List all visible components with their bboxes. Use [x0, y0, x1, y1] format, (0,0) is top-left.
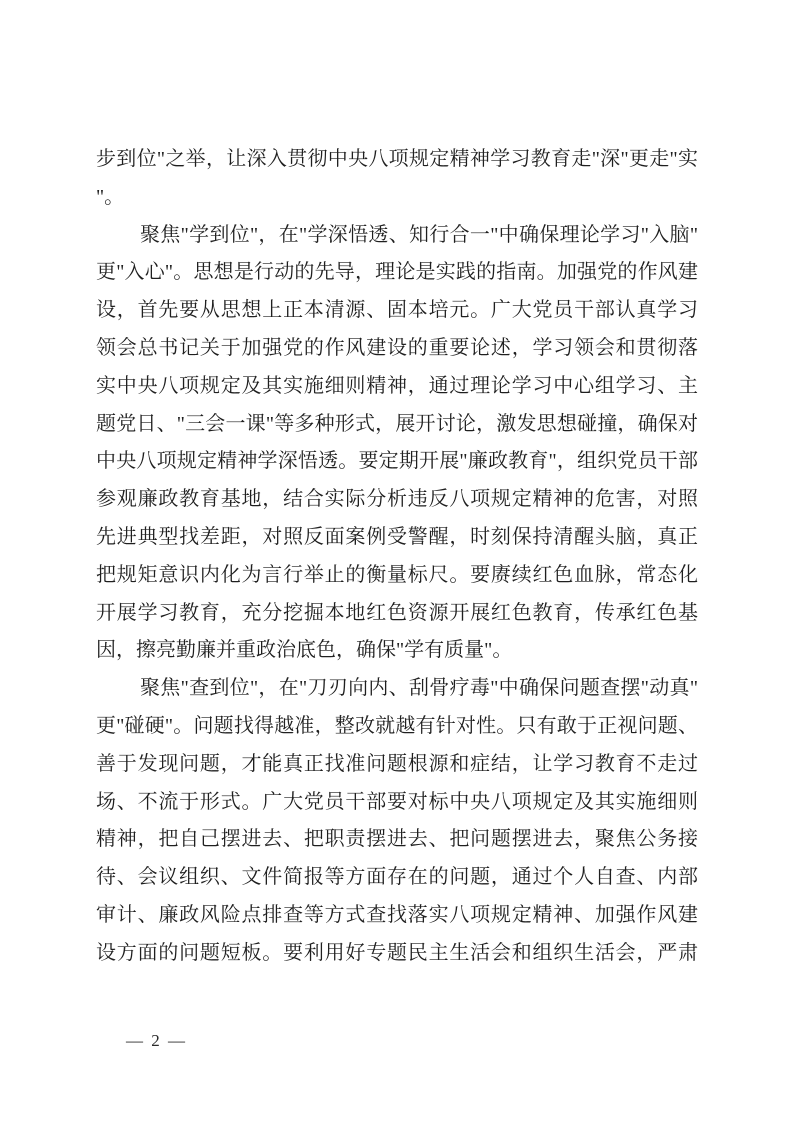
text-line: 参观廉政教育基地，结合实际分析违反八项规定精神的危害，对照	[96, 488, 698, 511]
text-line: 题党日、"三会一课"等多种形式，展开讨论，激发思想碰撞，确保对	[96, 412, 698, 435]
page-number: — 2 —	[126, 1031, 187, 1050]
text-line: 精神，把自己摆进去、把职责摆进去、把问题摆进去，聚焦公务接	[96, 828, 698, 851]
text-line: 实中央八项规定及其实施细则精神，通过理论学习中心组学习、主	[96, 374, 698, 397]
text-line: 更"碰硬"。问题找得越准，整改就越有针对性。只有敢于正视问题、	[96, 714, 698, 737]
text-line: 把规矩意识内化为言行举止的衡量标尺。要赓续红色血脉，常态化	[96, 563, 698, 586]
text-line: 待、会议组织、文件简报等方面存在的问题，通过个人自查、内部	[96, 866, 698, 889]
text-line: 聚焦"学到位"，在"学深悟透、知行合一"中确保理论学习"入脑"	[140, 223, 698, 246]
text-line: 审计、廉政风险点排查等方式查找落实八项规定精神、加强作风建	[96, 903, 698, 926]
paragraph	[96, 141, 698, 217]
text-line: 设，首先要从思想上正本清源、固本培元。广大党员干部认真学习	[96, 299, 698, 322]
text-line: 开展学习教育，充分挖掘本地红色资源开展红色教育，传承红色基	[96, 601, 698, 624]
text-line: 先进典型找差距，对照反面案例受警醒，时刻保持清醒头脑，真正	[96, 525, 698, 548]
text-line: "。	[96, 185, 125, 208]
text-line: 聚焦"查到位"，在"刀刃向内、刮骨疗毒"中确保问题查摆"动真"	[140, 677, 698, 700]
text-line: 场、不流于形式。广大党员干部要对标中央八项规定及其实施细则	[96, 790, 698, 813]
text-line: 步到位"之举，让深入贯彻中央八项规定精神学习教育走"深"更走"实	[96, 148, 698, 170]
text-line: 善于发现问题，才能真正找准问题根源和症结，让学习教育不走过	[96, 752, 698, 775]
text-line: 更"入心"。思想是行动的先导，理论是实践的指南。加强党的作风建	[96, 261, 698, 284]
paragraph	[96, 670, 698, 972]
text-line: 设方面的问题短板。要利用好专题民主生活会和组织生活会，严肃	[96, 941, 698, 964]
document-body	[96, 141, 698, 973]
text-line: 中央八项规定精神学深悟透。要定期开展"廉政教育"，组织党员干部	[96, 450, 698, 473]
text-line: 因，擦亮勤廉并重政治底色，确保"学有质量"。	[96, 639, 513, 662]
paragraph	[96, 217, 698, 671]
text-line: 领会总书记关于加强党的作风建设的重要论述，学习领会和贯彻落	[96, 336, 698, 359]
